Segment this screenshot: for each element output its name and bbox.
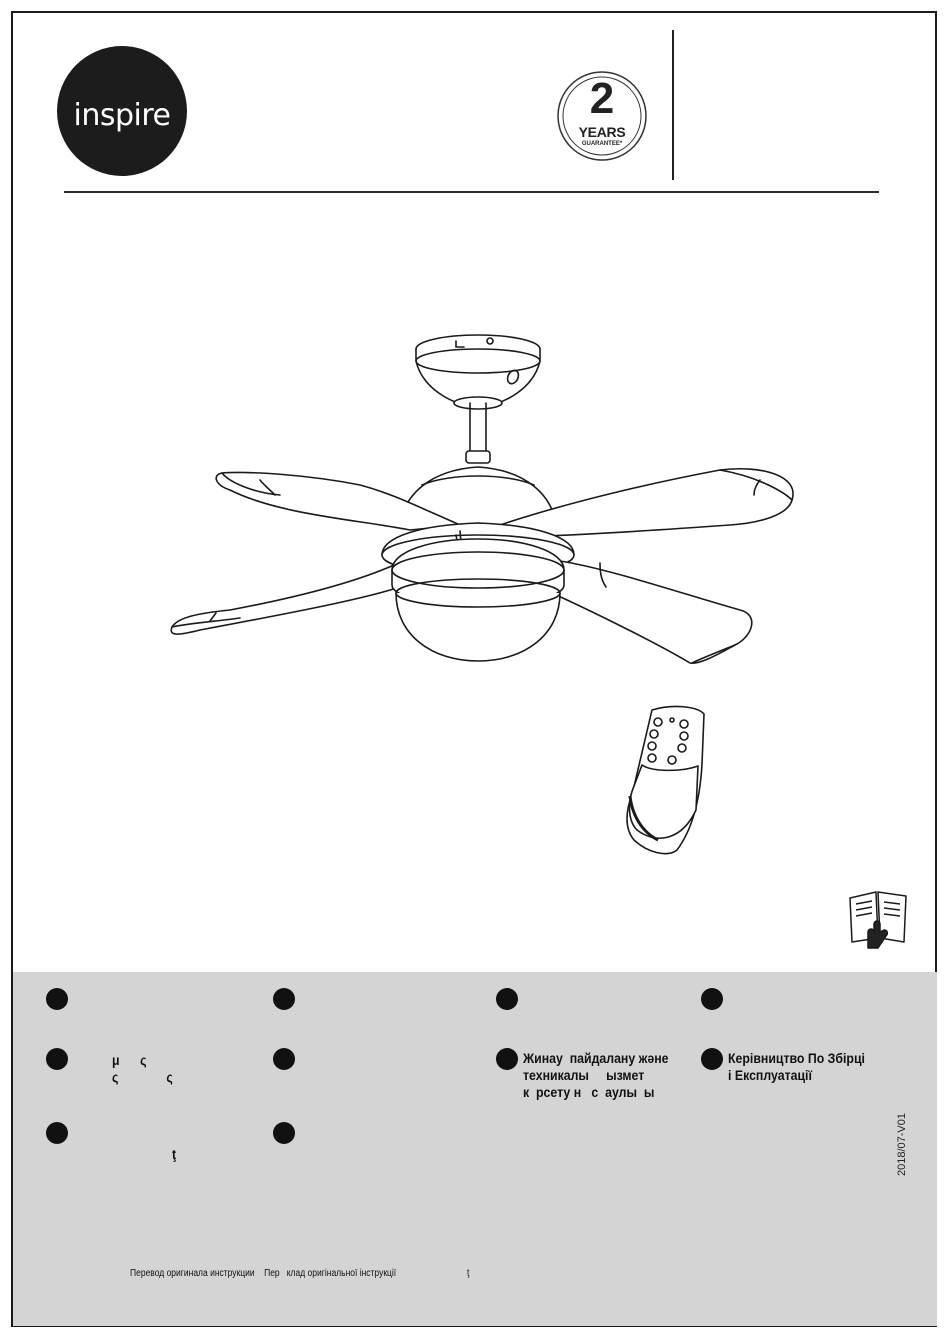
guarantee-badge — [556, 70, 648, 162]
guarantee-sublabel: GUARANTEE* — [581, 141, 623, 147]
language-bullet-icon — [46, 1048, 68, 1070]
language-bullet-icon — [701, 1048, 723, 1070]
language-bullet-icon — [46, 988, 68, 1010]
brand-logo-text: inspire — [73, 98, 171, 133]
language-title-kazakh: Жинау пайдалану және техникалы ызмет к рсету н с аулы ы — [523, 1050, 669, 1100]
language-title: μ ς ς ς — [112, 1052, 173, 1085]
read-manual-icon — [846, 886, 910, 950]
brand-logo — [57, 46, 187, 176]
guarantee-years-number: 2 — [589, 74, 615, 123]
language-bullet-icon — [46, 1122, 68, 1144]
language-bullet-icon — [496, 1048, 518, 1070]
remote-control-illustration — [612, 700, 722, 860]
document-version: 2018/07-V01 — [896, 1113, 908, 1176]
ceiling-fan-illustration — [160, 325, 800, 675]
header-divider-vertical — [672, 30, 674, 180]
language-bullet-icon — [701, 988, 723, 1010]
language-title: ţ — [172, 1146, 177, 1162]
language-bullet-icon — [496, 988, 518, 1010]
header-divider-horizontal — [64, 191, 879, 193]
translation-note: Перевод оригинала инструкции Пер клад оригінальної інструкції ţ — [130, 1268, 470, 1279]
language-bullet-icon — [273, 1122, 295, 1144]
language-bullet-icon — [273, 988, 295, 1010]
language-title-ukrainian: Керівництво По Збірці і Експлуатації — [728, 1050, 865, 1083]
language-bullet-icon — [273, 1048, 295, 1070]
guarantee-years-label: YEARS — [578, 124, 626, 140]
